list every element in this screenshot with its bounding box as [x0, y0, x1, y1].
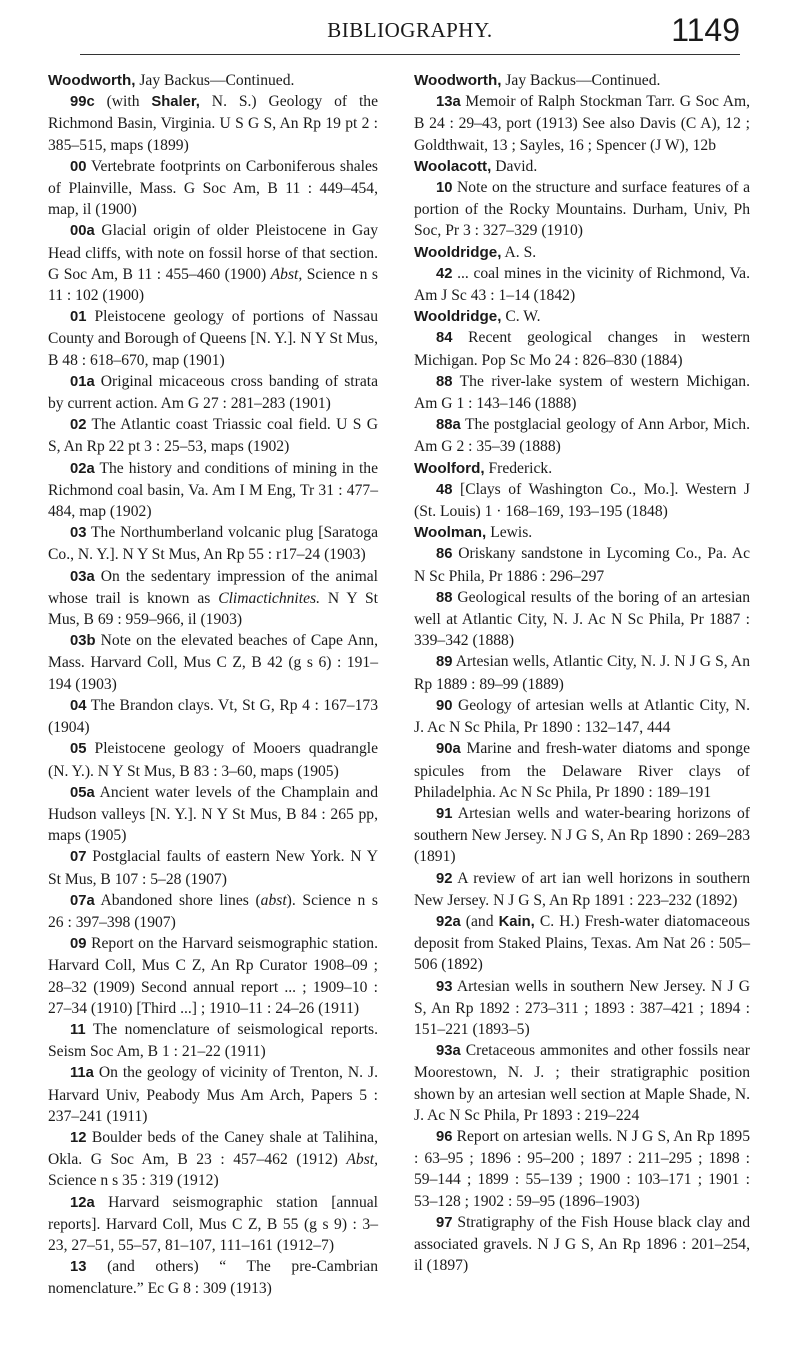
bibliography-entry: [48, 630, 378, 695]
entry-number: 91: [436, 805, 453, 822]
author-heading: [414, 156, 750, 177]
entry-text: Abandoned shore lines (: [94, 891, 261, 909]
bibliography-entry: [48, 890, 378, 933]
entry-number: 86: [436, 546, 453, 563]
bibliography-entry: [414, 543, 750, 586]
bibliography-entry: [414, 976, 750, 1041]
bibliography-entry: [48, 1256, 378, 1299]
entry-number: 12a: [70, 1194, 95, 1211]
entry-text: Stratigraphy of the Fish House black clay and associated gravels. N J G S, An Rp 1896 : 201–254, il (1897): [414, 1213, 750, 1275]
entry-number: 11a: [70, 1065, 94, 1082]
entry-number: 89: [436, 654, 453, 671]
bibliography-entry: [414, 738, 750, 803]
entry-number: 10: [436, 180, 453, 197]
entry-text: Note on the elevated beaches of Cape Ann, Mass. Harvard Coll, Mus C Z, B 42 (g s 6) : 191–194 (1903): [48, 632, 378, 693]
author-forename: Jay Backus—Continued.: [135, 72, 295, 89]
entry-number: 03a: [70, 568, 95, 585]
entry-number: 84: [436, 330, 453, 347]
bibliography-entry: [414, 1040, 750, 1126]
bibliography-entry: [48, 220, 378, 306]
bibliography-entry: [48, 1019, 378, 1062]
entry-italic-text: Abst,: [346, 1151, 378, 1169]
entry-number: 99c: [70, 94, 95, 111]
entry-number: 92a: [436, 913, 461, 930]
author-name: Woodworth,: [414, 72, 502, 89]
entry-number: 88a: [436, 417, 461, 434]
author-forename: Lewis.: [486, 524, 533, 542]
entry-number: 03: [70, 525, 87, 542]
entry-text: Ancient water levels of the Champlain and Hudson valleys [N. Y.]. N Y St Mus, B 84 : 265 pp, maps (1905): [48, 783, 378, 845]
entry-text: The Brandon clays. Vt, St G, Rp 4 : 167–173 (1904): [48, 696, 378, 737]
entry-text: Postglacial faults of eastern New York. N Y St Mus, B 107 : 5–28 (1907): [48, 848, 378, 888]
left-column: [48, 70, 378, 1300]
entry-number: 93a: [436, 1043, 461, 1060]
bibliography-entry: [48, 695, 378, 738]
entry-text: Geological results of the boring of an artesian well at Atlantic City, N. J. Ac N Sc Phila, Pr 1887 : 339–342 (1888): [414, 588, 750, 650]
entry-number: 07a: [70, 892, 95, 909]
entry-text: Artesian wells, Atlantic City, N. J. N J G S, An Rp 1889 : 89–99 (1889): [414, 653, 750, 693]
entry-number: 97: [436, 1214, 453, 1231]
bibliography-entry: [48, 933, 378, 1019]
bibliography-entry: [48, 522, 378, 565]
right-column: [414, 70, 750, 1276]
entry-text: Pleistocene geology of portions of Nassau County and Borough of Queens [N. Y.]. N Y St Mus, B 48 : 618–670, map (1901): [48, 308, 378, 369]
entry-text: [Clays of Washington Co., Mo.]. Western J (St. Louis) 1 · 168–169, 193–195 (1848): [414, 480, 750, 521]
entry-number: 96: [436, 1128, 453, 1145]
entry-text: C. H.) Fresh-water diatomaceous deposit from Staked Plains, Texas. Am Nat 26 : 505–506 (1892): [414, 912, 750, 974]
entry-text: Original micaceous cross banding of strata by current action. Am G 27 : 281–283 (1901): [48, 372, 378, 413]
entry-text: Artesian wells and water-bearing horizons of southern New Jersey. N J G S, An Rp 1890 : 269–283 (1891): [414, 804, 750, 866]
entry-number: 01a: [70, 373, 95, 390]
bibliography-entry: [414, 651, 750, 694]
entry-italic-text: Abst,: [270, 265, 303, 283]
entry-text: Artesian wells in southern New Jersey. N J G S, An Rp 1892 : 273–311 ; 1893 : 387–421 ; 1894 : 151–221 (1893–5): [414, 977, 750, 1038]
bibliography-entry: [48, 458, 378, 523]
entry-number: 00: [70, 158, 87, 175]
entry-text: The postglacial geology of Ann Arbor, Mich. Am G 2 : 35–39 (1888): [414, 416, 750, 456]
entry-number: 48: [436, 481, 453, 498]
bibliography-entry: [48, 846, 378, 889]
entry-text-tail: Science n s 11 : 102 (1900): [48, 265, 378, 305]
coauthor-name: Kain,: [498, 913, 535, 930]
entry-text: The nomenclature of seismological reports. Seism Soc Am, B 1 : 21–22 (1911): [48, 1020, 378, 1061]
entry-number: 11: [70, 1021, 86, 1038]
bibliography-entry: [414, 371, 750, 414]
entry-number: 01: [70, 309, 87, 326]
author-name: Woolford,: [414, 459, 485, 477]
bibliography-entry: [414, 587, 750, 652]
entry-number: 05a: [70, 784, 95, 801]
bibliography-entry: [414, 911, 750, 976]
bibliography-entry: [48, 1192, 378, 1257]
entry-text: Report on artesian wells. N J G S, An Rp 1895 : 63–95 ; 1896 : 95–200 ; 1897 : 211–295 ; 1898 : 59–144 ; 1899 : 55–139 ; 1900 : 103–171 ; 1901 : 53–128 ; 1902 : 59–95 (1896–1903): [414, 1127, 750, 1210]
entry-italic-text: abst: [260, 891, 287, 909]
author-forename: C. W.: [501, 308, 541, 326]
author-heading: [414, 242, 750, 263]
entry-text: Vertebrate footprints on Carboniferous shales of Plainville, Mass. G Soc Am, B 11 : 449–454, map, il (1900): [48, 157, 378, 219]
bibliography-entry: [414, 695, 750, 738]
author-heading: [414, 70, 750, 91]
author-name: Wooldridge,: [414, 308, 502, 326]
entry-text: Glacial origin of older Pleistocene in Gay Head cliffs, with note on fossil horse of that section. G Soc Am, B 11 : 455–460 (1900): [48, 222, 378, 283]
page-number: 1149: [671, 12, 740, 48]
entry-text: Pleistocene geology of Mooers quadrangle (N. Y.). N Y St Mus, B 83 : 3–60, maps (1905): [48, 740, 378, 780]
entry-number: 03b: [70, 633, 96, 650]
author-name: Woodworth,: [48, 72, 136, 89]
entry-number: 92: [436, 870, 453, 887]
bibliography-entry: [48, 91, 378, 156]
bibliography-entry: [48, 414, 378, 457]
bibliography-entry: [414, 479, 750, 522]
entry-text: Boulder beds of the Caney shale at Talihina, Okla. G Soc Am, B 23 : 457–462 (1912): [48, 1128, 378, 1169]
bibliography-entry: [48, 566, 378, 631]
running-title: BIBLIOGRAPHY.: [327, 18, 493, 42]
entry-text: On the sedentary impression of the animal whose trail is known as: [48, 567, 378, 607]
entry-number: 00a: [70, 223, 95, 240]
author-forename: Jay Backus—Continued.: [501, 72, 661, 89]
entry-text: ... coal mines in the vicinity of Richmond, Va. Am J Sc 43 : 1–14 (1842): [414, 264, 750, 305]
author-name: Woolacott,: [414, 157, 492, 175]
entry-text: (and others) “ The pre-Cambrian nomenclature.” Ec G 8 : 309 (1913): [48, 1258, 378, 1298]
author-heading: [48, 70, 378, 91]
entry-number: 13a: [436, 94, 461, 111]
author-name: Woolman,: [414, 524, 487, 542]
entry-text: N. S.) Geology of the Richmond Basin, Virginia. U S G S, An Rp 19 pt 2 : 385–515, maps (1899): [48, 93, 378, 154]
author-forename: Frederick.: [484, 459, 553, 477]
entry-text: Note on the structure and surface features of a portion of the Rocky Mountains. Durham, Univ, Ph Soc, Pr 3 : 327–329 (1910): [414, 179, 750, 240]
entry-number: 04: [70, 697, 87, 714]
entry-number: 90a: [436, 741, 461, 758]
entry-text-tail: N Y St Mus, B 69 : 959–966, il (1903): [48, 589, 378, 629]
entry-text: A review of art ian well horizons in southern New Jersey. N J G S, An Rp 1891 : 223–232 (1892): [414, 869, 750, 909]
entry-prefix: (with: [94, 93, 152, 111]
entry-prefix: (and: [460, 912, 499, 930]
bibliography-entry: [414, 803, 750, 868]
entry-text: Marine and fresh-water diatoms and sponge spicules from the Delaware River clays of Philadelphia. Ac N Sc Phila, Pr 1890 : 189–191: [414, 740, 750, 801]
bibliography-entry: [48, 371, 378, 414]
entry-text-tail: Science n s 35 : 319 (1912): [48, 1172, 219, 1190]
entry-number: 12: [70, 1129, 87, 1146]
entry-number: 88: [436, 373, 453, 390]
bibliography-entry: [414, 868, 750, 911]
entry-number: 88: [436, 589, 453, 606]
entry-number: 90: [436, 697, 453, 714]
bibliography-entry: [414, 1126, 750, 1212]
entry-text: The river-lake system of western Michigan. Am G 1 : 143–146 (1888): [414, 372, 750, 413]
author-forename: David.: [491, 157, 538, 175]
bibliography-entry: [48, 156, 378, 221]
coauthor-name: Shaler,: [151, 94, 200, 111]
entry-text: Recent geological changes in western Michigan. Pop Sc Mo 24 : 826–830 (1884): [414, 329, 750, 369]
entry-text: Cretaceous ammonites and other fossils near Moorestown, N. J. ; their stratigraphic position shown by an artesian well section at Maple Shade, N. J. Ac N Sc Phila, Pr 1893 : 219–224: [414, 1042, 750, 1124]
entry-number: 02: [70, 417, 87, 434]
bibliography-entry: [414, 91, 750, 156]
entry-text: On the geology of vicinity of Trenton, N. J. Harvard Univ, Peabody Mus Am Arch, Papers 5 : 237–241 (1911): [48, 1064, 378, 1125]
entry-text: Memoir of Ralph Stockman Tarr. G Soc Am, B 24 : 29–43, port (1913) See also Davis (C A), 12 ; Goldthwait, 13 ; Sayles, 16 ; Spencer (J W), 12b: [414, 93, 750, 154]
entry-number: 07: [70, 849, 87, 866]
entry-text: Geology of artesian wells at Atlantic City, N. J. Ac N Sc Phila, Pr 1890 : 132–147, 444: [414, 696, 750, 737]
bibliography-entry: [48, 306, 378, 371]
bibliography-entry: [48, 782, 378, 847]
bibliography-entry: [414, 263, 750, 306]
entry-number: 13: [70, 1259, 87, 1276]
bibliography-entry: [414, 327, 750, 370]
entry-text: Harvard seismographic station [annual reports]. Harvard Coll, Mus C Z, B 55 (g s 9) : 3–23, 27–51, 55–57, 81–107, 111–161 (1912–7): [48, 1193, 378, 1254]
author-name: Wooldridge,: [414, 243, 502, 261]
bibliography-entry: [48, 1062, 378, 1127]
entry-text: The history and conditions of mining in the Richmond coal basin, Va. Am I M Eng, Tr 31 : 477–484, map (1902): [48, 459, 378, 521]
entry-text: The Northumberland volcanic plug [Saratoga Co., N. Y.]. N Y St Mus, An Rp 55 : r17–24 (1903): [48, 524, 378, 564]
entry-number: 93: [436, 978, 453, 995]
entry-number: 09: [70, 936, 87, 953]
author-heading: [414, 522, 750, 543]
bibliography-entry: [414, 1212, 750, 1277]
entry-text: Oriskany sandstone in Lycoming Co., Pa. Ac N Sc Phila, Pr 1886 : 296–297: [414, 545, 750, 585]
entry-number: 02a: [70, 460, 95, 477]
bibliography-entry: [414, 177, 750, 242]
bibliography-entry: [48, 1127, 378, 1192]
entry-number: 42: [436, 265, 453, 282]
author-forename: A. S.: [501, 243, 537, 261]
running-head: [80, 10, 740, 55]
entry-italic-text: Climactichnites.: [218, 589, 320, 607]
author-heading: [414, 458, 750, 479]
bibliography-entry: [48, 738, 378, 781]
entry-text-tail: ). Science n s 26 : 397–398 (1907): [48, 891, 379, 931]
entry-text: Report on the Harvard seismographic station. Harvard Coll, Mus C Z, An Rp Curator 1908–09 ; 28–32 (1909) Second annual report ... ; 1909–10 : 27–34 (1910) [Third ...] ; 1910–11 : 24–26 (1911): [48, 935, 378, 1017]
bibliography-entry: [414, 414, 750, 457]
author-heading: [414, 306, 750, 327]
entry-text: The Atlantic coast Triassic coal field. U S G S, An Rp 22 pt 3 : 25–53, maps (1902): [48, 416, 378, 456]
entry-number: 05: [70, 741, 87, 758]
